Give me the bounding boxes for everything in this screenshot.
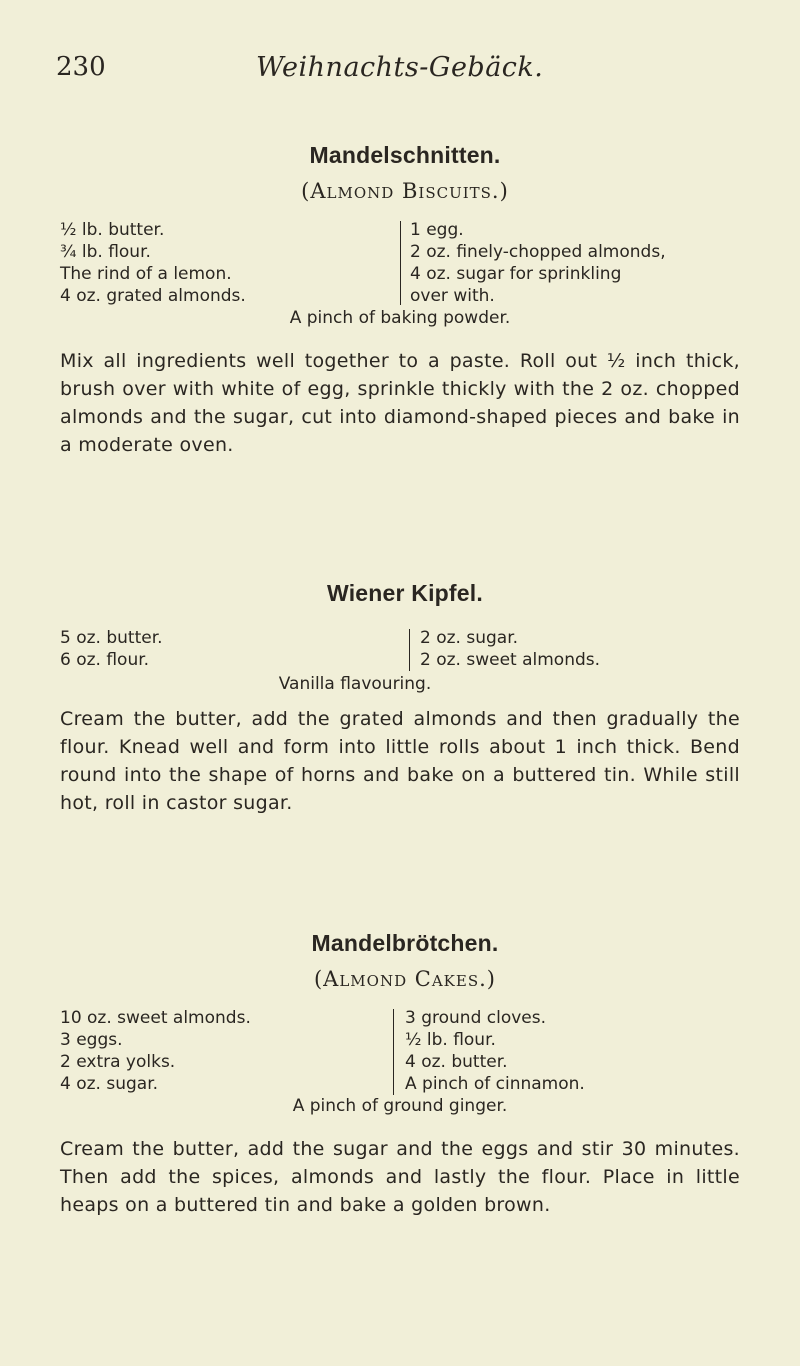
recipe-title: Mandelbrötchen. — [311, 930, 499, 956]
ingredient: 10 oz. sweet almonds. — [60, 1008, 251, 1028]
recipe-method: Mix all ingredients well together to a paste. Roll out ½ inch thick, brush over with white of egg, sprinkle thickly with the 2 oz. chopped almonds and the sugar, cut into diamond-shaped pieces and bake in a moderate oven. — [60, 350, 740, 456]
ingredients-list — [60, 1007, 740, 1117]
recipe-method: Cream the butter, add the grated almonds and then gradually the flour. Knead well and form into little rolls about 1 inch thick. Bend round into the shape of horns and bake on a buttered tin. While still hot, roll in castor sugar. — [60, 708, 740, 814]
ingredient: ½ lb. butter. — [60, 220, 165, 240]
running-head — [56, 52, 760, 92]
ingredient: A pinch of cinnamon. — [405, 1074, 585, 1094]
ingredient: 6 oz. flour. — [60, 650, 150, 670]
recipe-subtitle: (Almond Cakes.) — [313, 967, 496, 991]
ingredient: over with. — [410, 286, 495, 306]
column-divider — [393, 1009, 394, 1095]
page-number: 230 — [56, 52, 106, 82]
recipe-mandelbroetchen — [60, 930, 740, 1238]
ingredients-right-column — [410, 219, 666, 307]
ingredient: 4 oz. grated almonds. — [60, 286, 246, 306]
ingredient-centered: A pinch of baking powder. — [289, 308, 511, 328]
recipe-subtitle: (Almond Biscuits.) — [301, 179, 509, 203]
recipe-mandelschnitten — [60, 142, 740, 478]
ingredients-left-column — [60, 1007, 251, 1095]
ingredients-list — [60, 219, 740, 329]
running-title: Weihnachts-Gebäck. — [256, 52, 544, 83]
recipe-title: Mandelschnitten. — [309, 142, 501, 168]
ingredient-centered: Vanilla flavouring. — [278, 674, 432, 694]
ingredients-right-column — [420, 627, 600, 671]
ingredient: 2 oz. finely-chopped almonds, — [410, 242, 666, 262]
ingredient: The rind of a lemon. — [60, 264, 232, 284]
ingredient: 2 extra yolks. — [60, 1052, 176, 1072]
ingredient: 4 oz. butter. — [405, 1052, 508, 1072]
column-divider — [400, 221, 401, 305]
ingredient: 2 oz. sweet almonds. — [420, 650, 601, 670]
ingredient: 2 oz. sugar. — [420, 628, 519, 648]
ingredients-right-column — [405, 1007, 585, 1095]
ingredient: ½ lb. flour. — [405, 1030, 496, 1050]
ingredients-left-column — [60, 627, 163, 671]
recipe-title: Wiener Kipfel. — [327, 580, 483, 606]
ingredient: 5 oz. butter. — [60, 628, 163, 648]
recipe-method: Cream the butter, add the sugar and the eggs and stir 30 minutes. Then add the spices, almonds and lastly the flour. Place in little heaps on a buttered tin and bake a golden brown. — [60, 1138, 740, 1216]
ingredient: 4 oz. sugar for sprinkling — [410, 264, 622, 284]
ingredient: ¾ lb. flour. — [60, 242, 151, 262]
ingredient-centered: A pinch of ground ginger. — [292, 1096, 508, 1116]
ingredient: 1 egg. — [410, 220, 464, 240]
ingredient: 4 oz. sugar. — [60, 1074, 159, 1094]
ingredients-list — [60, 627, 740, 694]
ingredient: 3 eggs. — [60, 1030, 123, 1050]
recipe-wiener-kipfel — [60, 580, 740, 836]
ingredients-left-column — [60, 219, 246, 307]
ingredient: 3 ground cloves. — [405, 1008, 547, 1028]
column-divider — [409, 629, 410, 671]
